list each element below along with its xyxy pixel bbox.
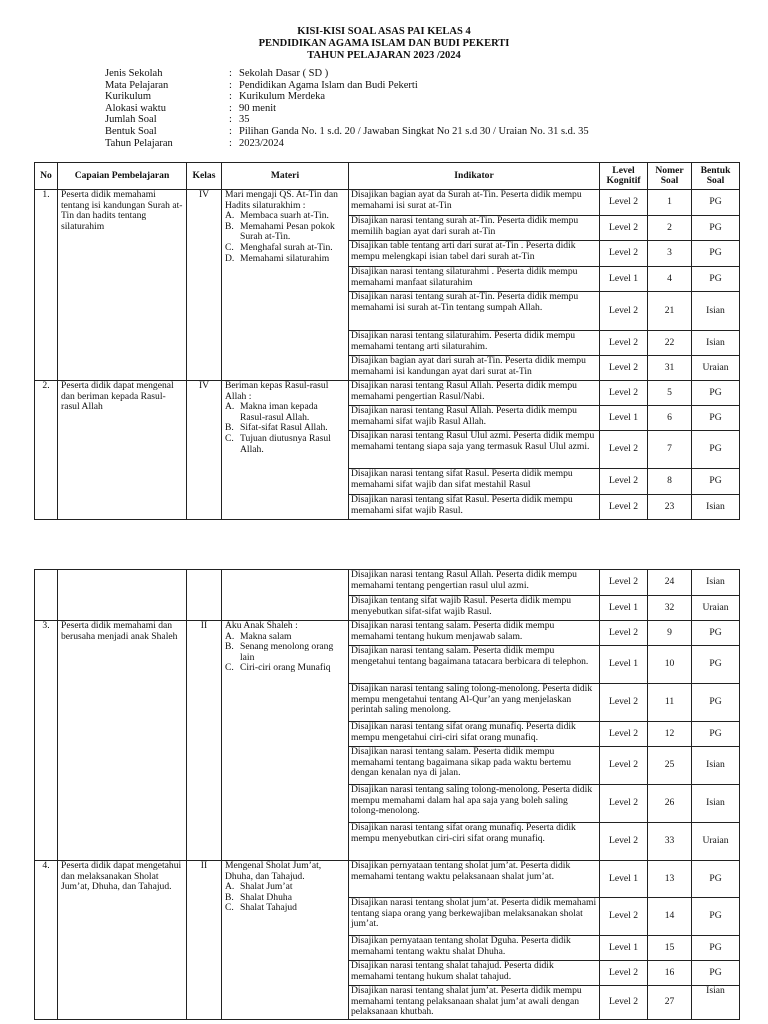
materi-item-letter: C.	[225, 662, 234, 674]
group-number: 3.	[35, 621, 58, 861]
meta-key: Bentuk Soal	[105, 125, 157, 137]
materi-list	[225, 211, 345, 264]
nomer-soal-cell: 26	[648, 785, 692, 823]
level-cell: Level 1	[600, 936, 648, 961]
level-cell: Level 2	[600, 469, 648, 495]
materi-item-text: Shalat Dhuha	[240, 891, 292, 903]
indikator-cell: Disajikan narasi tentang surah at-Tin. Peserta didik mempu memilih bagian ayat dari surah at-Tin	[349, 216, 600, 241]
materi-item	[225, 663, 345, 674]
materi-item-letter: C.	[225, 432, 234, 444]
col-header-bentuk	[692, 163, 740, 190]
indikator-cell: Disajikan narasi tentang Rasul Ulul azmi. Peserta didik mempu memahami tentang siapa saja yang termasuk Rasul Ulul azmi.	[349, 431, 600, 469]
meta-key: Tahun Pelajaran	[105, 137, 173, 149]
materi-cell	[222, 381, 349, 520]
meta-row	[105, 91, 589, 103]
materi-item-letter: B.	[225, 891, 234, 903]
bentuk-soal-cell: PG	[692, 936, 740, 961]
materi-item-text: Makna salam	[240, 630, 292, 642]
materi-item-text: Menghafal surah at-Tin.	[240, 241, 333, 253]
bentuk-soal-cell: PG	[692, 406, 740, 431]
meta-colon: :	[229, 79, 232, 91]
meta-key: Jumlah Soal	[105, 114, 157, 126]
level-cell: Level 2	[600, 356, 648, 381]
indikator-cell: Disajikan narasi tentang saling tolong-menolong. Peserta didik mempu memahami dalam hal apa saja yang boleh saling tolong-menolong.	[349, 785, 600, 823]
indikator-cell: Disajikan bagian ayat dari surah at-Tin. Peserta didik mempu memahami isi kandungan ayat dari surat at-Tin	[349, 356, 600, 381]
meta-key: Mata Pelajaran	[105, 79, 169, 91]
nomer-soal-cell: 31	[648, 356, 692, 381]
level-cell: Level 2	[600, 381, 648, 406]
kisi-kisi-table-page-2	[34, 569, 740, 1020]
level-cell: Level 2	[600, 241, 648, 267]
nomer-soal-cell: 5	[648, 381, 692, 406]
materi-item	[225, 903, 345, 914]
bentuk-soal-cell: Uraian	[692, 596, 740, 621]
cont-no-cell	[35, 570, 58, 621]
kelas-cell: II	[187, 621, 222, 861]
capaian-cell: Peserta didik memahami tentang isi kandungan Surah at-Tin dan hadits tentang silaturahim	[58, 190, 187, 381]
level-cell: Level 2	[600, 785, 648, 823]
bentuk-soal-cell: Isian	[692, 986, 740, 1020]
document-subtitle: PENDIDIKAN AGAMA ISLAM DAN BUDI PEKERTI	[258, 38, 510, 49]
meta-value: 90 menit	[239, 102, 277, 114]
materi-item-letter: C.	[225, 241, 234, 253]
bentuk-soal-cell: PG	[692, 469, 740, 495]
level-cell: Level 2	[600, 823, 648, 861]
materi-item-text: Memahami Pesan pokok Surah at-Tin.	[240, 220, 335, 243]
materi-intro: Aku Anak Shaleh :	[225, 620, 298, 631]
kelas-cell: IV	[187, 190, 222, 381]
nomer-soal-cell: 15	[648, 936, 692, 961]
col-header-materi: Materi	[222, 163, 349, 190]
indikator-cell: Disajikan narasi tentang silaturahim. Peserta didik mempu memahami tentang arti silaturahim.	[349, 331, 600, 356]
level-cell: Level 2	[600, 621, 648, 646]
document-year: TAHUN PELAJARAN 2023 /2024	[307, 50, 461, 61]
level-cell: Level 2	[600, 898, 648, 936]
bentuk-soal-cell: Isian	[692, 292, 740, 331]
materi-item-text: Shalat Jum’at	[240, 881, 293, 893]
materi-cell	[222, 861, 349, 1020]
level-cell: Level 2	[600, 331, 648, 356]
indikator-cell: Disajikan narasi tentang salam. Peserta didik mempu memahami tentang hukum menjawab salam.	[349, 621, 600, 646]
group-number: 2.	[35, 381, 58, 520]
level-cell: Level 2	[600, 961, 648, 986]
meta-colon: :	[229, 91, 232, 103]
level-cell: Level 2	[600, 722, 648, 747]
materi-cell	[222, 190, 349, 381]
bentuk-soal-cell: Uraian	[692, 823, 740, 861]
bentuk-soal-cell: PG	[692, 722, 740, 747]
document-title: KISI-KISI SOAL ASAS PAI KELAS 4	[297, 26, 471, 37]
nomer-soal-cell: 11	[648, 684, 692, 722]
nomer-soal-cell: 4	[648, 267, 692, 292]
indikator-cell: Disajikan narasi tentang salam. Peserta didik mempu mengetahui tentang bagaimana tatacara berbicara di telephon.	[349, 646, 600, 684]
bentuk-soal-cell: PG	[692, 190, 740, 216]
bentuk-soal-cell: PG	[692, 961, 740, 986]
level-cell: Level 2	[600, 292, 648, 331]
materi-item-letter: A.	[225, 881, 235, 893]
nomer-soal-cell: 13	[648, 861, 692, 898]
bentuk-soal-cell: Isian	[692, 331, 740, 356]
bentuk-soal-cell: PG	[692, 431, 740, 469]
indikator-cell: Disajikan narasi tentang silaturahmi . Peserta didik mempu memahami manfaat silaturahim	[349, 267, 600, 292]
meta-value: 2023/2024	[239, 137, 284, 149]
materi-item	[225, 222, 345, 243]
col-header-no: No	[35, 163, 58, 190]
nomer-soal-cell: 8	[648, 469, 692, 495]
col-header-bentuk-line1: Bentuk	[700, 164, 731, 176]
nomer-soal-cell: 22	[648, 331, 692, 356]
meta-colon: :	[229, 114, 232, 126]
meta-key: Alokasi waktu	[105, 102, 166, 114]
capaian-cell: Peserta didik dapat mengenal dan beriman kepada Rasul-rasul Allah	[58, 381, 187, 520]
materi-item-letter: B.	[225, 422, 234, 434]
bentuk-soal-cell: PG	[692, 241, 740, 267]
meta-value: Kurikulum Merdeka	[239, 91, 326, 103]
nomer-soal-cell: 23	[648, 495, 692, 520]
level-cell: Level 2	[600, 986, 648, 1020]
nomer-soal-cell: 25	[648, 747, 692, 785]
indikator-cell: Disajikan narasi tentang Rasul Allah. Peserta didik mempu memahami pengertian Rasul/Nabi.	[349, 381, 600, 406]
kelas-cell: IV	[187, 381, 222, 520]
indikator-cell: Disajikan narasi tentang sifat orang munafiq. Peserta didik mempu menyebutkan ciri-ciri sifat orang munafiq.	[349, 823, 600, 861]
materi-item-text: Shalat Tahajud	[240, 902, 297, 914]
materi-item-letter: A.	[225, 630, 235, 642]
nomer-soal-cell: 33	[648, 823, 692, 861]
meta-value: Sekolah Dasar ( SD )	[239, 68, 329, 79]
meta-row	[105, 68, 589, 80]
col-header-nomer-line1: Nomer	[655, 164, 684, 176]
table-row	[35, 570, 740, 596]
cont-materi-cell	[222, 570, 349, 621]
nomer-soal-cell: 24	[648, 570, 692, 596]
meta-colon: :	[229, 68, 232, 79]
indikator-cell: Disajikan narasi tentang shalat tahajud. Peserta didik memahami tentang hukum shalat tahajud.	[349, 961, 600, 986]
materi-list	[225, 632, 345, 674]
col-header-level-line2: Kognitif	[606, 175, 641, 186]
materi-intro: Mari mengaji QS. At-Tin dan Hadits silaturakhim :	[225, 189, 338, 211]
level-cell: Level 2	[600, 190, 648, 216]
nomer-soal-cell: 12	[648, 722, 692, 747]
materi-intro: Mengenal Sholat Jum’at, Dhuha, dan Tahajud.	[225, 860, 322, 882]
indikator-cell: Disajikan bagian ayat da Surah at-Tin. Peserta didik mempu memahami isi surat at-Tin	[349, 190, 600, 216]
materi-list	[225, 402, 345, 455]
col-header-level	[600, 163, 648, 190]
table-row	[35, 381, 740, 406]
nomer-soal-cell: 1	[648, 190, 692, 216]
bentuk-soal-cell: Isian	[692, 747, 740, 785]
materi-intro: Beriman kepas Rasul-rasul Allah :	[225, 380, 329, 402]
bentuk-soal-cell: Uraian	[692, 356, 740, 381]
group-number: 1.	[35, 190, 58, 381]
materi-item-text: Memahami silaturahim	[240, 252, 330, 264]
bentuk-soal-cell: PG	[692, 646, 740, 684]
bentuk-soal-cell: PG	[692, 898, 740, 936]
level-cell: Level 2	[600, 431, 648, 469]
materi-item-letter: A.	[225, 401, 235, 413]
col-header-bentuk-line2: Soal	[706, 175, 725, 186]
capaian-cell: Peserta didik dapat mengetahui dan melaksanakan Sholat Jum’at, Dhuha, dan Tahajud.	[58, 861, 187, 1020]
bentuk-soal-cell: PG	[692, 621, 740, 646]
meta-row	[105, 103, 589, 115]
nomer-soal-cell: 3	[648, 241, 692, 267]
indikator-cell: Disajikan narasi tentang shalat jum’at. Peserta didik mempu memahami tentang pelaksanaan shalat jum’at awali dengan pelaksanaan khutbah.	[349, 986, 600, 1020]
indikator-cell: Disajikan narasi tentang salam. Peserta didik mempu memahami tentang bagaimana sikap pada waktu bertemu dengan kenalan nya di jalan.	[349, 747, 600, 785]
bentuk-soal-cell: Isian	[692, 570, 740, 596]
materi-item-text: Sifat-sifat Rasul Allah.	[240, 422, 328, 434]
nomer-soal-cell: 7	[648, 431, 692, 469]
indikator-cell: Disajikan pernyataan tentang sholat jum’at. Peserta didik memahami tentang waktu pelaksanaan shalat jum’at.	[349, 861, 600, 898]
materi-item-letter: A.	[225, 210, 235, 222]
bentuk-soal-cell: PG	[692, 216, 740, 241]
capaian-cell: Peserta didik memahami dan berusaha menjadi anak Shaleh	[58, 621, 187, 861]
nomer-soal-cell: 32	[648, 596, 692, 621]
bentuk-soal-cell: PG	[692, 861, 740, 898]
nomer-soal-cell: 21	[648, 292, 692, 331]
indikator-cell: Disajikan narasi tentang Rasul Allah. Peserta didik mempu memahami tentang pengertian rasul ulul azmi.	[349, 570, 600, 596]
col-header-kelas: Kelas	[187, 163, 222, 190]
nomer-soal-cell: 27	[648, 986, 692, 1020]
indikator-cell: Disajikan narasi tentang sifat orang munafiq. Peserta didik mempu mengetahui ciri-ciri sifat orang munafiq.	[349, 722, 600, 747]
meta-colon: :	[229, 102, 232, 114]
nomer-soal-cell: 6	[648, 406, 692, 431]
indikator-cell: Disajikan pernyataan tentang sholat Dguha. Peserta didik memahami tentang waktu shalat Dhuha.	[349, 936, 600, 961]
bentuk-soal-cell: PG	[692, 267, 740, 292]
meta-row	[105, 126, 589, 138]
nomer-soal-cell: 10	[648, 646, 692, 684]
indikator-cell: Disajikan narasi tentang saling tolong-menolong. Peserta didik mempu mengetahui tentang Al-Qur’an yang menjelaskan perintah saling menolong.	[349, 684, 600, 722]
materi-item	[225, 642, 345, 663]
level-cell: Level 2	[600, 747, 648, 785]
level-cell: Level 1	[600, 861, 648, 898]
cont-kelas-cell	[187, 570, 222, 621]
bentuk-soal-cell: Isian	[692, 785, 740, 823]
meta-value: Pendidikan Agama Islam dan Budi Pekerti	[239, 79, 418, 91]
indikator-cell: Disajikan narasi tentang surah at-Tin. Peserta didik mempu memahami isi surah at-Tin tentang sumpah Allah.	[349, 292, 600, 331]
nomer-soal-cell: 16	[648, 961, 692, 986]
document-header	[0, 26, 768, 62]
indikator-cell: Disajikan narasi tentang Rasul Allah. Peserta didik mempu memahami sifat wajib Rasul Allah.	[349, 406, 600, 431]
table-row	[35, 621, 740, 646]
materi-item-text: Makna iman kepada Rasul-rasul Allah.	[240, 401, 318, 423]
col-header-capaian: Capaian Pembelajaran	[58, 163, 187, 190]
indikator-cell: Disajikan table tentang arti dari surat at-Tin . Peserta didik mempu melengkapi isian tabel dari surah at-Tin	[349, 241, 600, 267]
level-cell: Level 1	[600, 596, 648, 621]
meta-value: Pilihan Ganda No. 1 s.d. 20 / Jawaban Singkat No 21 s.d 30 / Uraian No. 31 s.d. 35	[239, 125, 589, 137]
nomer-soal-cell: 9	[648, 621, 692, 646]
materi-item	[225, 254, 345, 265]
group-number: 4.	[35, 861, 58, 1020]
materi-item-letter: D.	[225, 252, 235, 264]
indikator-cell: Disajikan narasi tentang sholat jum’at. Peserta didik memahami tentang siapa orang yang berkewajiban melaksanakan sholat jum’at.	[349, 898, 600, 936]
materi-list	[225, 882, 345, 914]
meta-value: 35	[239, 114, 250, 126]
meta-key: Jenis Sekolah	[105, 68, 163, 79]
level-cell: Level 1	[600, 406, 648, 431]
materi-item	[225, 402, 345, 423]
level-cell: Level 2	[600, 216, 648, 241]
meta-row	[105, 80, 589, 92]
table-row	[35, 190, 740, 216]
bentuk-soal-cell: PG	[692, 684, 740, 722]
level-cell: Level 2	[600, 684, 648, 722]
indikator-cell: Disajikan narasi tentang sifat Rasul. Peserta didik mempu memahami sifat wajib Rasul.	[349, 495, 600, 520]
materi-item-letter: C.	[225, 902, 234, 914]
col-header-indikator: Indikator	[349, 163, 600, 190]
document-meta	[105, 68, 589, 149]
table-header-row	[35, 163, 740, 190]
materi-item-letter: B.	[225, 641, 234, 653]
bentuk-soal-cell: Isian	[692, 495, 740, 520]
col-header-nomer-line2: Soal	[660, 175, 679, 186]
table-row	[35, 861, 740, 898]
level-cell: Level 2	[600, 495, 648, 520]
bentuk-soal-cell: PG	[692, 381, 740, 406]
indikator-cell: Disajikan narasi tentang sifat Rasul. Peserta didik mempu memahami sifat wajib dan sifat mestahil Rasul	[349, 469, 600, 495]
materi-item-letter: B.	[225, 220, 234, 232]
nomer-soal-cell: 14	[648, 898, 692, 936]
materi-item	[225, 243, 345, 254]
level-cell: Level 1	[600, 267, 648, 292]
materi-cell	[222, 621, 349, 861]
nomer-soal-cell: 2	[648, 216, 692, 241]
meta-colon: :	[229, 125, 232, 137]
meta-row	[105, 114, 589, 126]
meta-colon: :	[229, 137, 232, 149]
kisi-kisi-table-page-1	[34, 162, 740, 520]
kelas-cell: II	[187, 861, 222, 1020]
col-header-nomer	[648, 163, 692, 190]
materi-item-text: Ciri-ciri orang Munafiq	[240, 662, 331, 674]
level-cell: Level 2	[600, 570, 648, 596]
indikator-cell: Disajikan tentang sifat wajib Rasul. Peserta didik mempu menyebutkan sifat-sifat wajib Rasul.	[349, 596, 600, 621]
materi-item-text: Membaca suarh at-Tin.	[240, 210, 329, 222]
materi-item	[225, 434, 345, 455]
cont-capaian-cell	[58, 570, 187, 621]
meta-key: Kurikulum	[105, 91, 152, 103]
materi-item-text: Senang menolong orang lain	[240, 641, 334, 663]
level-cell: Level 1	[600, 646, 648, 684]
materi-item-text: Tujuan diutusnya Rasul Allah.	[240, 432, 331, 455]
meta-row	[105, 138, 589, 150]
col-header-level-line1: Level	[612, 164, 635, 176]
